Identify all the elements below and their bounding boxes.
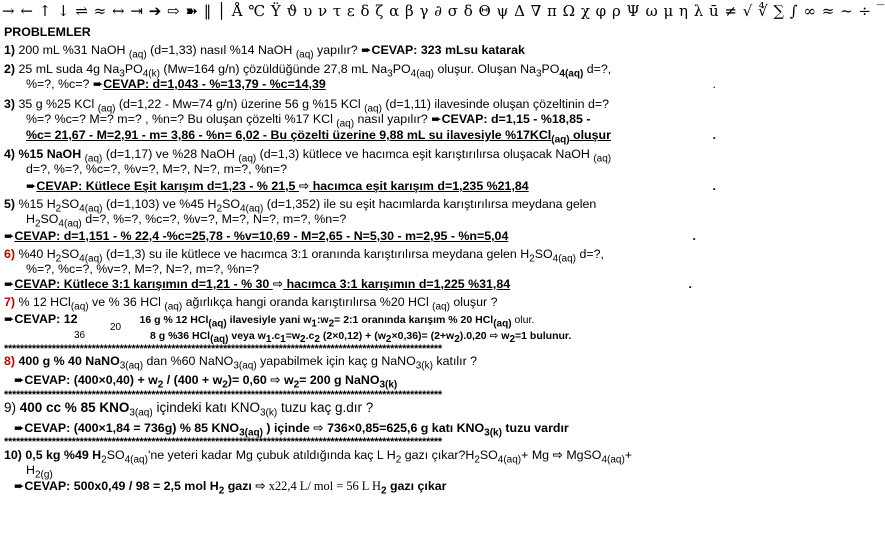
subscript: 4(aq) [497,454,522,466]
hand-pointer-icon: ➨ [14,372,25,387]
problem-text: d=?, [583,62,612,76]
problem-text: ağırlıkça hangi oranda karıştırılırsa %20 HCl [182,295,433,309]
subscript: (aq) [128,49,147,61]
subscript: (aq) [238,360,257,372]
subscript: 2 [34,218,41,230]
times-symbol: × [98,373,106,387]
problem-text: %15 NaOH [15,147,85,161]
answer-text: )= 0,60 [227,373,271,387]
problem-text: 25 mL suda 4g Na [15,62,120,76]
hand-pointer-icon: ➨ [26,178,37,193]
line-end-dot: . [712,128,716,142]
answer-text: 0,40) + w [105,373,158,387]
hollow-right-arrow-icon: ⇨ [313,420,324,435]
answer-text: ) içinde [262,421,314,435]
problem-text: (d=1,33) nasıl %14 NaOH [146,43,296,57]
problem-number: 2) [4,62,16,76]
subscript: 3 [387,68,393,80]
subscript: (aq) [210,334,229,346]
problem-text: (d=1,17) ve %28 NaOH [102,147,239,161]
problem-text: d=?, [576,247,604,261]
subscript: 4(aq) [124,454,148,466]
answer-text: = 2:1 oranında karışım % 20 HCl [334,314,494,326]
problem-text: SO [534,247,553,261]
subscript: (aq) [238,153,257,165]
problem-text: PO [392,62,411,76]
problem-text: SO [479,448,498,462]
subscript: 2 [222,379,228,391]
separator-stars: ************************************************************************************************************** [4,389,442,401]
answer-text: veya w [228,330,266,342]
subscript: (aq) [97,103,116,115]
problem-6-answer [4,276,716,292]
answer-text: 736 [323,421,348,435]
subscript: 3 [119,68,125,80]
subscript: 2 [509,334,516,346]
subscript: (aq) [164,301,183,313]
problem-text: 400 g % 40 NaNO [15,354,120,368]
answer-text: tuzu vardır [501,421,569,435]
answer-text: :w [316,314,329,326]
problem-6-line-2: %=?, %c=?, %v=?, M=?, N=?, m=?, %n=? [26,262,260,276]
problem-text: 'ne yeteri kadar Mg çubuk atıldığında kaç L H [147,448,396,462]
answer-text: 1,84 = 736g) % 85 KNO [105,421,240,435]
ratio-number-36: 36 [74,330,86,341]
subscript: (aq) [125,360,144,372]
problem-text: %=? %c=? M=? m=? , %n=? Bu oluşan çözelti %17 KCl [26,112,337,126]
problem-text: 200 mL %31 NaOH [15,43,129,57]
problem-text: nasıl yapılır? [354,112,432,126]
problem-text: SO [61,247,80,261]
hand-pointer-icon: ➨ [431,111,442,126]
answer-text: CEVAP: 500x0,49 / 98 = 2,5 mol H [24,479,219,493]
answer-text: CEVAP: d=1,043 - %=13,79 - %c=14,39 [103,77,326,91]
answer-text: CEVAP: 12 [14,312,78,326]
subscript: 3(aq) [129,407,153,419]
problem-5-answer [4,228,716,244]
problem-text: %15 H [15,197,56,211]
symbol-strip: → ← ↑ ↓ ⇌ ≈ ↔ ⇥ ➔ ⇨ ➽ ‖ │ Å ℃ Ÿ ϑ υ ν τ ε δ ζ α β γ ∂ σ δ Θ ψ Δ ∇ π Ω χ φ ρ Ψ ω μ η λ ū ≠ √ ∜ ∑ ∫ ∞ ≈ ~ ÷ ‾ [2,2,885,20]
answer-text: =1 bulunur. [515,330,572,342]
answer-text: 8 g %36 HCl [150,330,211,342]
answer-text: %c= 21,67 - M=2,91 - m= 3,86 - %n= 6,02 - Bu çözelti üzerine 9,88 mL su ilavesiyle %17KCl [26,128,552,142]
problem-text: gazı çıkar?H [401,448,475,462]
separator-stars: ************************************************************************************************************** [4,343,442,355]
hand-pointer-icon: ➨ [4,276,15,291]
line-end-dot: . [692,229,696,243]
answer-text: .c [271,330,281,342]
line-end-dot: . [712,77,716,91]
hollow-right-arrow-icon: ⇨ [489,330,499,342]
subscript: (aq) [432,301,450,313]
separator-stars: ************************************************************************************************************** [4,436,442,448]
problem-text: yapılır? [313,43,362,57]
subscript: 3 [535,68,542,80]
subscript: 2 [529,253,535,265]
problem-number: 10) [4,448,22,462]
answer-text: gazı [224,479,256,493]
subscript: 2 [293,379,300,391]
subscript: 4(aq) [552,253,576,265]
answer-text: CEVAP: d=1,15 - %18,85 - [441,112,591,126]
problem-text: %=?, %c=? [26,77,93,91]
problem-text: H [26,212,35,226]
subscript: (aq) [84,153,103,165]
problem-text: MgSO [562,448,602,462]
times-symbol: × [391,330,398,342]
problem-text: 0,5 kg %49 H [21,448,102,462]
subscript: 4(aq) [601,454,625,466]
problem-text: (d=1,22 - Mw=74 g/n) üzerine 56 g %15 KCl [115,97,365,111]
subscript: 3(k) [415,360,433,372]
subscript: 2 [300,334,306,346]
problem-text: dan %60 NaNO [143,354,234,368]
subscript: 4(aq) [239,203,264,215]
answer-text: hacımca eşit karışım d=1,235 %21,84 [309,179,529,193]
problem-text: + Mg [521,448,553,462]
problem-number: 1) [4,43,16,57]
problem-text: SO [61,197,80,211]
hand-pointer-icon: ➨ [14,420,25,435]
problem-number: 8) [4,354,16,368]
subscript: 1 [311,318,317,330]
problem-text: (d=1,3) su ile kütlece ve hacımca 3:1 oranında karıştırılırsa meydana gelen H [102,247,530,261]
subscript: 2 [157,379,164,391]
problem-text: %40 H [15,247,56,261]
subscript: 2 [218,485,225,497]
subscript: 2 [395,454,402,466]
problem-text: 35 g %25 KCl [15,97,98,111]
answer-text: CEVAP: Kütlece Eşit karışım d=1,23 - % 21,5 [36,179,299,193]
hollow-right-arrow-icon: ⇨ [272,276,284,291]
answer-text: CEVAP: Kütlece 3:1 karışımın d=1,21 - % 30 [14,277,273,291]
subscript: 2 [55,203,62,215]
page-heading: PROBLEMLER [4,25,91,39]
subscript: 3(aq) [239,427,263,439]
subscript: 2(g) [34,469,53,481]
problem-text: d=?, %=?, %c=?, %v=?, M=?, N=?, m=?, %n=? [81,212,347,226]
subscript: 4(aq) [410,68,434,80]
hand-pointer-icon: ➨ [361,42,372,57]
subscript: 4(aq) [559,68,584,80]
subscript: (aq) [551,134,570,146]
problem-text: H [26,463,35,477]
problem-number: 3) [4,97,16,111]
problem-text: (Mw=164 g/n) çözüldüğünde 27,8 mL Na [159,62,388,76]
answer-text: w [280,373,294,387]
ratio-number-20: 20 [110,322,122,333]
subscript: (aq) [593,153,612,165]
answer-text: 0,12) + (w [338,330,386,342]
subscript: 2 [314,334,320,346]
problem-text: yapabilmek için kaç g NaNO [256,354,416,368]
answer-text: CEVAP: (400 [24,373,99,387]
subscript: (aq) [364,103,382,115]
answer-text: oluşur [569,128,611,142]
subscript: (aq) [70,301,89,313]
subscript: 3(k) [260,407,278,419]
subscript: 2 [454,334,460,346]
problem-number: 7) [4,295,16,309]
problem-text: (d=1,103) ve %45 H [102,197,217,211]
subscript: 2 [385,334,392,346]
answer-text: x22,4 L/ mol = 56 L H [265,479,381,493]
subscript: 3 [233,360,239,372]
subscript: 3(k) [379,379,398,391]
problem-number: 5) [4,197,16,211]
hand-pointer-icon: ➨ [4,311,15,326]
times-symbol: × [98,421,106,435]
problem-number: 4) [4,147,16,161]
hand-pointer-icon: ➨ [92,76,104,91]
answer-text: CEVAP: 323 mLsu katarak [371,43,525,57]
answer-text: =w [285,330,301,342]
subscript: (aq) [493,318,512,330]
subscript: 2 [474,454,480,466]
problem-2-answer [26,76,716,92]
answer-text: = 200 g NaNO [299,373,380,387]
problem-number: 9) [4,400,17,415]
problem-text: PO [541,62,560,76]
subscript: (aq) [336,118,355,130]
hand-pointer-icon: ➨ [14,478,25,493]
problem-text: oluşur. Oluşan Na [434,62,536,76]
answer-text: ilavesiyle yani w [226,314,312,326]
problem-9 [4,400,716,422]
subscript: 2 [328,318,335,330]
subscript: 4(aq) [79,203,103,215]
answer-text: / (400 + w [163,373,223,387]
subscript: 2 [216,203,223,215]
times-symbol: × [347,421,355,435]
subscript: 4(aq) [79,253,103,265]
problem-number: 6) [4,247,16,261]
problem-text: 400 cc % 85 KNO [16,400,130,415]
answer-text: .c [305,330,315,342]
answer-text: CEVAP: (400 [24,421,99,435]
problem-10-answer [14,478,726,499]
hollow-right-arrow-icon: ⇨ [298,178,310,193]
problem-text: ve % 36 HCl [88,295,165,309]
answer-text: gazı çıkar [386,479,447,493]
problem-text: (d=1,11) ilavesinde oluşan çözeltinin d=? [381,97,610,111]
problem-text: PO [124,62,143,76]
subscript: 1 [280,334,286,346]
times-symbol: × [332,330,339,342]
answer-text: CEVAP: d=1,151 - % 22,4 -%c=25,78 - %v=10,69 - M=2,65 - N=5,30 - m=2,95 - %n=5,04 [14,229,509,243]
subscript: (aq) [208,318,227,330]
hand-pointer-icon: ➨ [4,228,15,243]
subscript: 3(k) [484,427,502,439]
problem-4-line-2: d=?, %=?, %c=?, %v=?, M=?, N=?, m=?, %n=? [26,162,288,176]
problem-text: içindeki katı KNO [152,400,260,415]
answer-text: 16 g % 12 HCl [139,314,209,326]
answer-text: (2 [319,330,333,342]
problem-text: SO [40,212,59,226]
subscript: (aq) [295,49,314,61]
subscript: 3 [119,360,126,372]
answer-text: olur. [511,314,535,326]
problem-text: oluşur ? [449,295,498,309]
subscript: 1 [265,334,272,346]
hollow-right-arrow-icon: ⇨ [270,372,281,387]
answer-text: hacımca 3:1 karışımın d=1,225 %31,84 [283,277,511,291]
answer-text: 0,85=625,6 g katı KNO [355,421,485,435]
problem-text: katılır ? [432,354,478,368]
problem-text: (d=1,352) ile su eşit hacımlarda karıştırılırsa meydana gelen [263,197,597,211]
subscript: 4(aq) [58,218,82,230]
problem-4-answer [26,178,716,194]
subscript: 2 [101,454,107,466]
problem-text: SO [222,197,240,211]
problem-text: + [624,448,633,462]
hollow-right-arrow-icon: ⇨ [255,478,266,493]
problem-text: (d=1,3) kütlece ve hacımca eşit karıştırılırsa oluşacak NaOH [256,147,594,161]
hollow-right-arrow-icon: ⇨ [552,447,563,462]
problem-text: tuzu kaç g.dır ? [277,400,374,415]
subscript: 4(k) [142,68,160,80]
problem-text: % 12 HCl [15,295,71,309]
problem-text: SO [106,448,125,462]
line-end-dot: . [712,179,716,193]
subscript: 2 [380,485,387,497]
answer-text: ).0,20 [459,330,490,342]
answer-text: w [498,330,510,342]
subscript: 2 [55,253,62,265]
answer-text: 0,36)= (2+w [397,330,455,342]
line-end-dot: . [688,277,692,291]
